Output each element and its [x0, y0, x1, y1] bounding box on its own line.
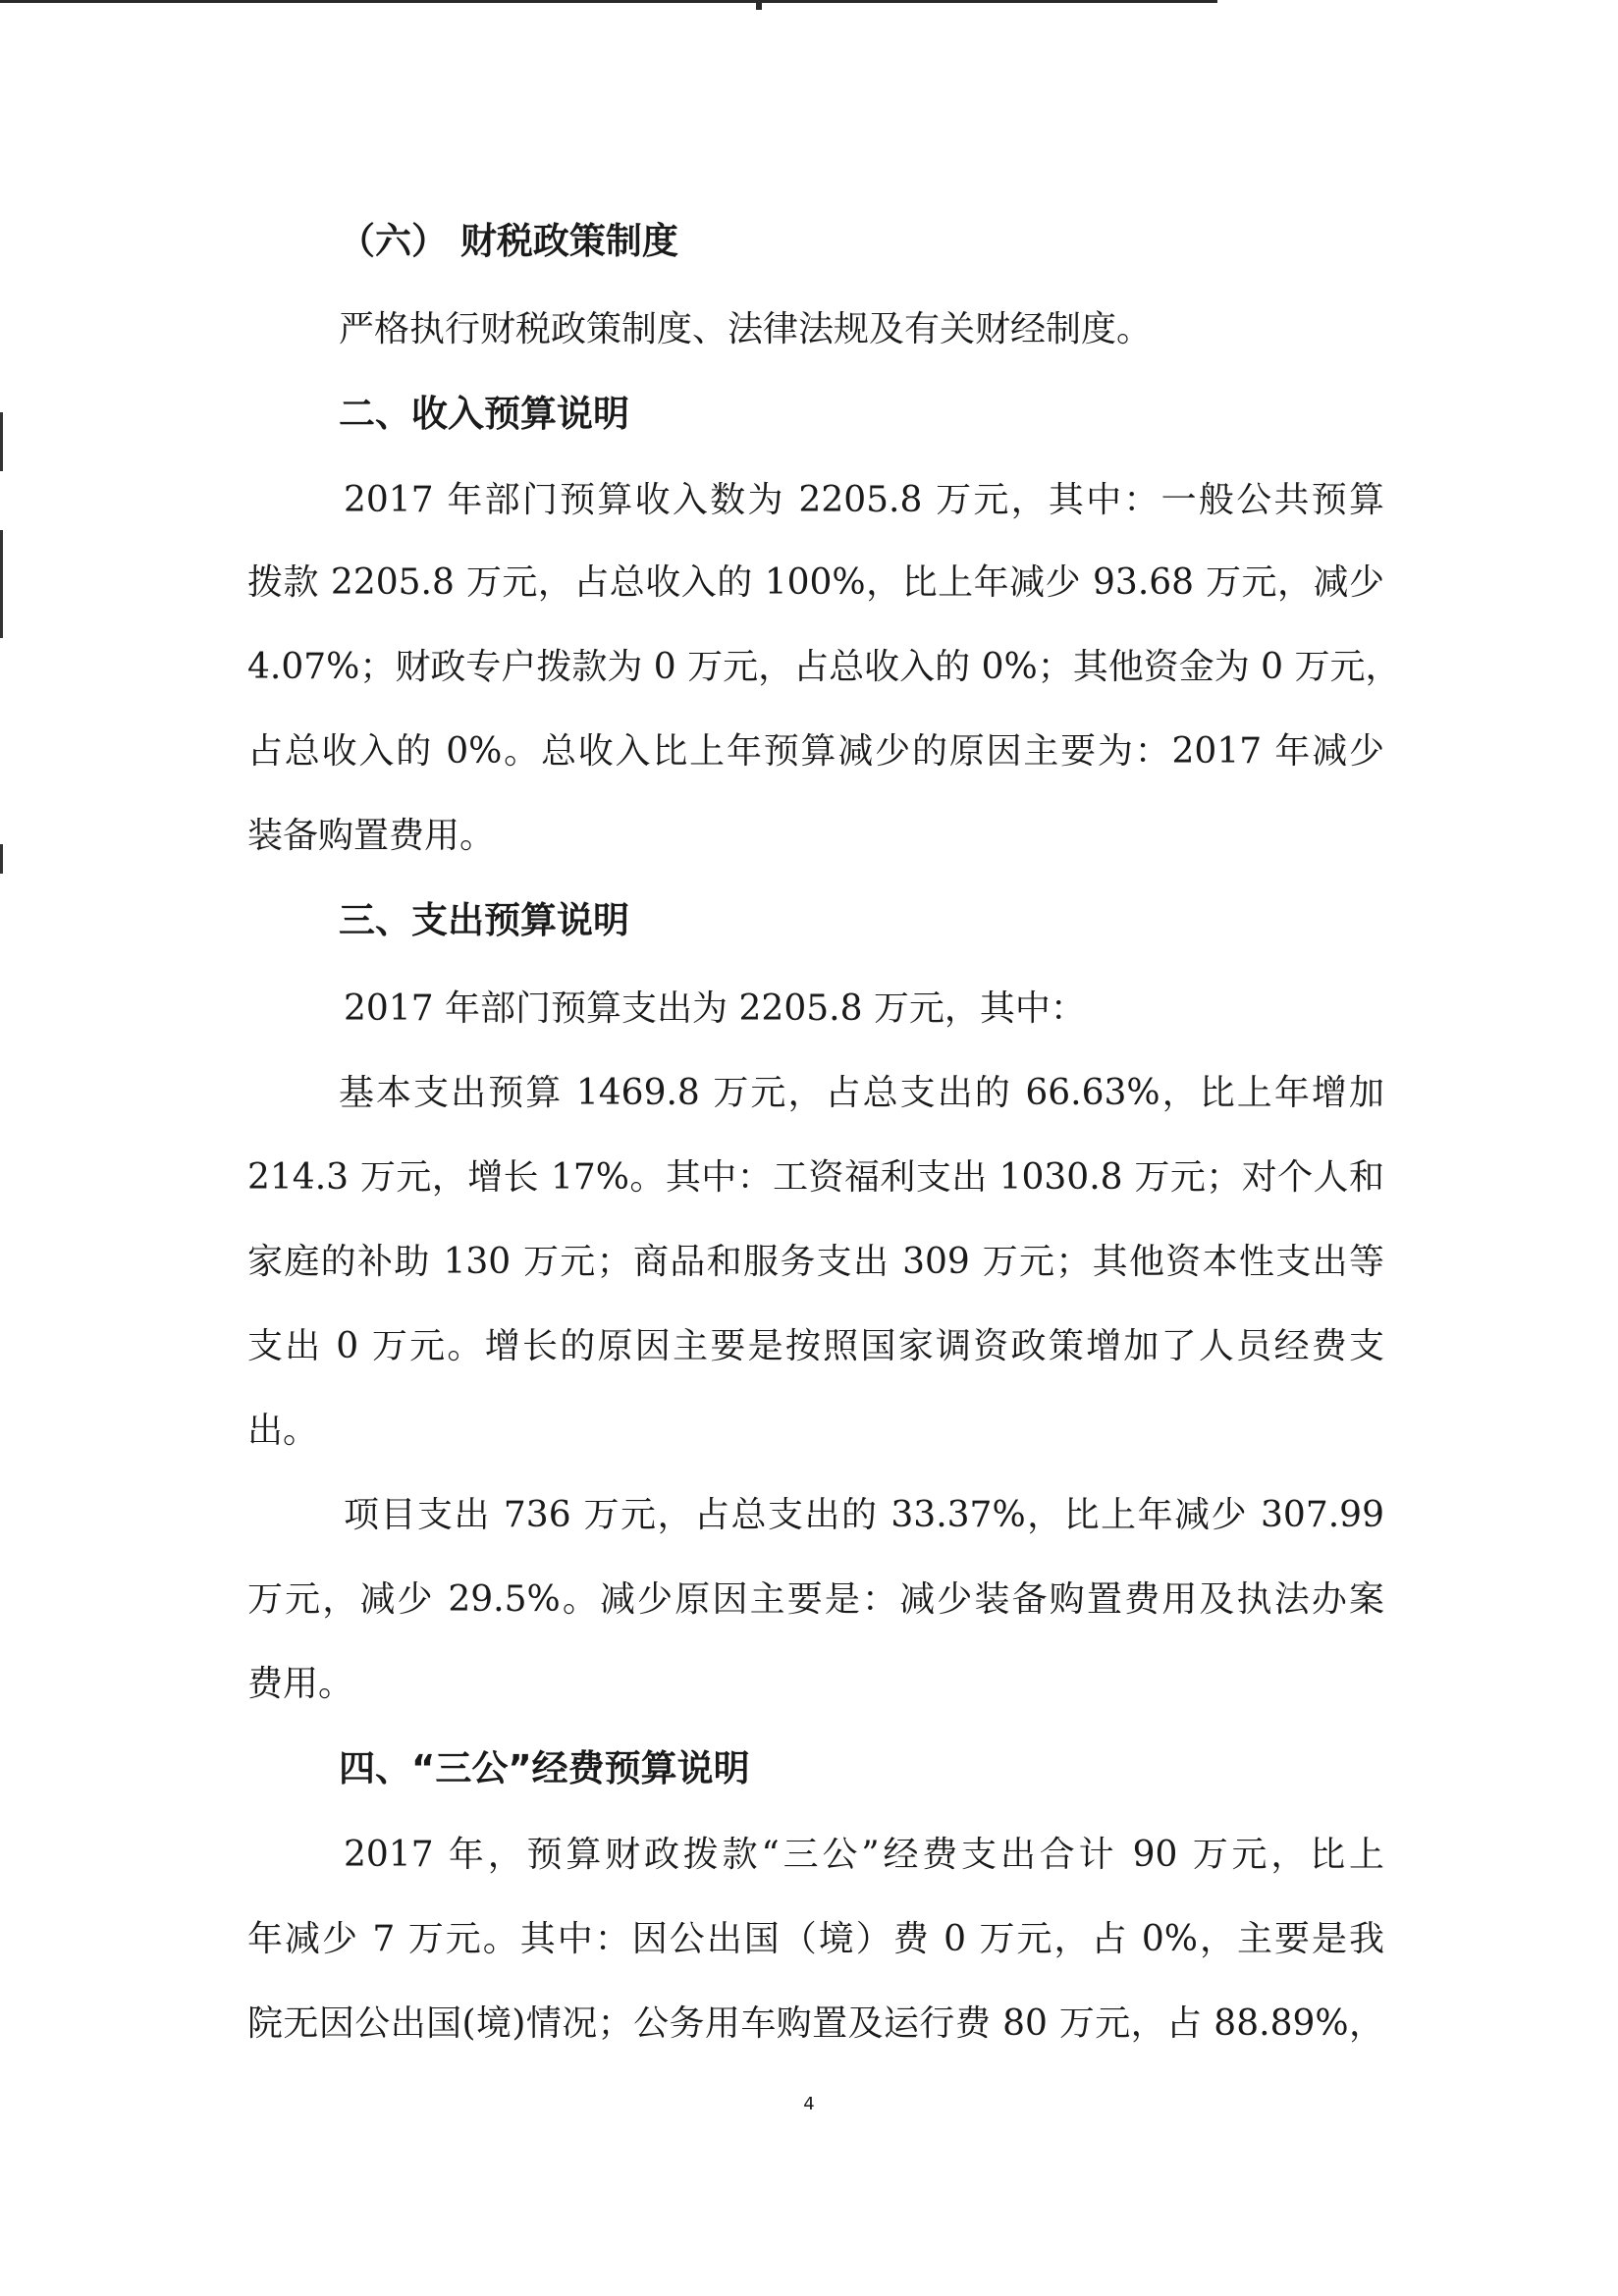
para-project-line-3: 费用。 [247, 1664, 354, 1704]
heading-6-tax-policy: （六） 财税政策制度 [339, 220, 678, 262]
left-edge-mark [0, 530, 3, 638]
para-project-line-2: 万元，减少 29.5%。减少原因主要是：减少装备购置费用及执法办案 [247, 1579, 1384, 1620]
heading-2-income-budget: 二、收入预算说明 [339, 393, 629, 435]
para-basic-line-2: 214.3 万元，增长 17%。其中：工资福利支出 1030.8 万元；对个人和 [247, 1157, 1384, 1198]
para-three-public-line-1: 2017 年，预算财政拨款“三公”经费支出合计 90 万元，比上 [344, 1835, 1384, 1875]
para-three-public-line-2: 年减少 7 万元。其中：因公出国（境）费 0 万元，占 0%，主要是我 [247, 1919, 1384, 1959]
heading-4-three-public: 四、“三公”经费预算说明 [339, 1747, 750, 1789]
para-expense-intro: 2017 年部门预算支出为 2205.8 万元，其中： [344, 988, 1086, 1029]
para-income-line-4: 占总收入的 0%。总收入比上年预算减少的原因主要为：2017 年减少 [247, 731, 1384, 772]
left-edge-mark [0, 844, 3, 874]
para-project-line-1: 项目支出 736 万元，占总支出的 33.37%，比上年减少 307.99 [344, 1495, 1384, 1535]
top-rule-mark [756, 0, 762, 10]
page-number: 4 [803, 2094, 815, 2114]
para-tax-policy-line-1: 严格执行财税政策制度、法律法规及有关财经制度。 [339, 309, 1153, 349]
top-rule [0, 0, 1217, 3]
para-three-public-line-3: 院无因公出国(境)情况；公务用车购置及运行费 80 万元，占 88.89%， [247, 2003, 1384, 2044]
para-basic-line-1: 基本支出预算 1469.8 万元，占总支出的 66.63%，比上年增加 [339, 1073, 1384, 1113]
left-edge-mark [0, 412, 3, 471]
para-basic-line-4: 支出 0 万元。增长的原因主要是按照国家调资政策增加了人员经费支 [247, 1326, 1384, 1366]
para-income-line-2: 拨款 2205.8 万元，占总收入的 100%，比上年减少 93.68 万元，减少 [247, 562, 1384, 603]
para-basic-line-3: 家庭的补助 130 万元；商品和服务支出 309 万元；其他资本性支出等 [247, 1242, 1384, 1282]
para-basic-line-5: 出。 [247, 1411, 319, 1451]
heading-3-expense-budget: 三、支出预算说明 [339, 899, 629, 941]
para-income-line-3: 4.07%；财政专户拨款为 0 万元，占总收入的 0%；其他资金为 0 万元， [247, 647, 1401, 687]
para-income-line-5: 装备购置费用。 [247, 816, 496, 856]
para-income-line-1: 2017 年部门预算收入数为 2205.8 万元，其中：一般公共预算 [344, 480, 1384, 520]
